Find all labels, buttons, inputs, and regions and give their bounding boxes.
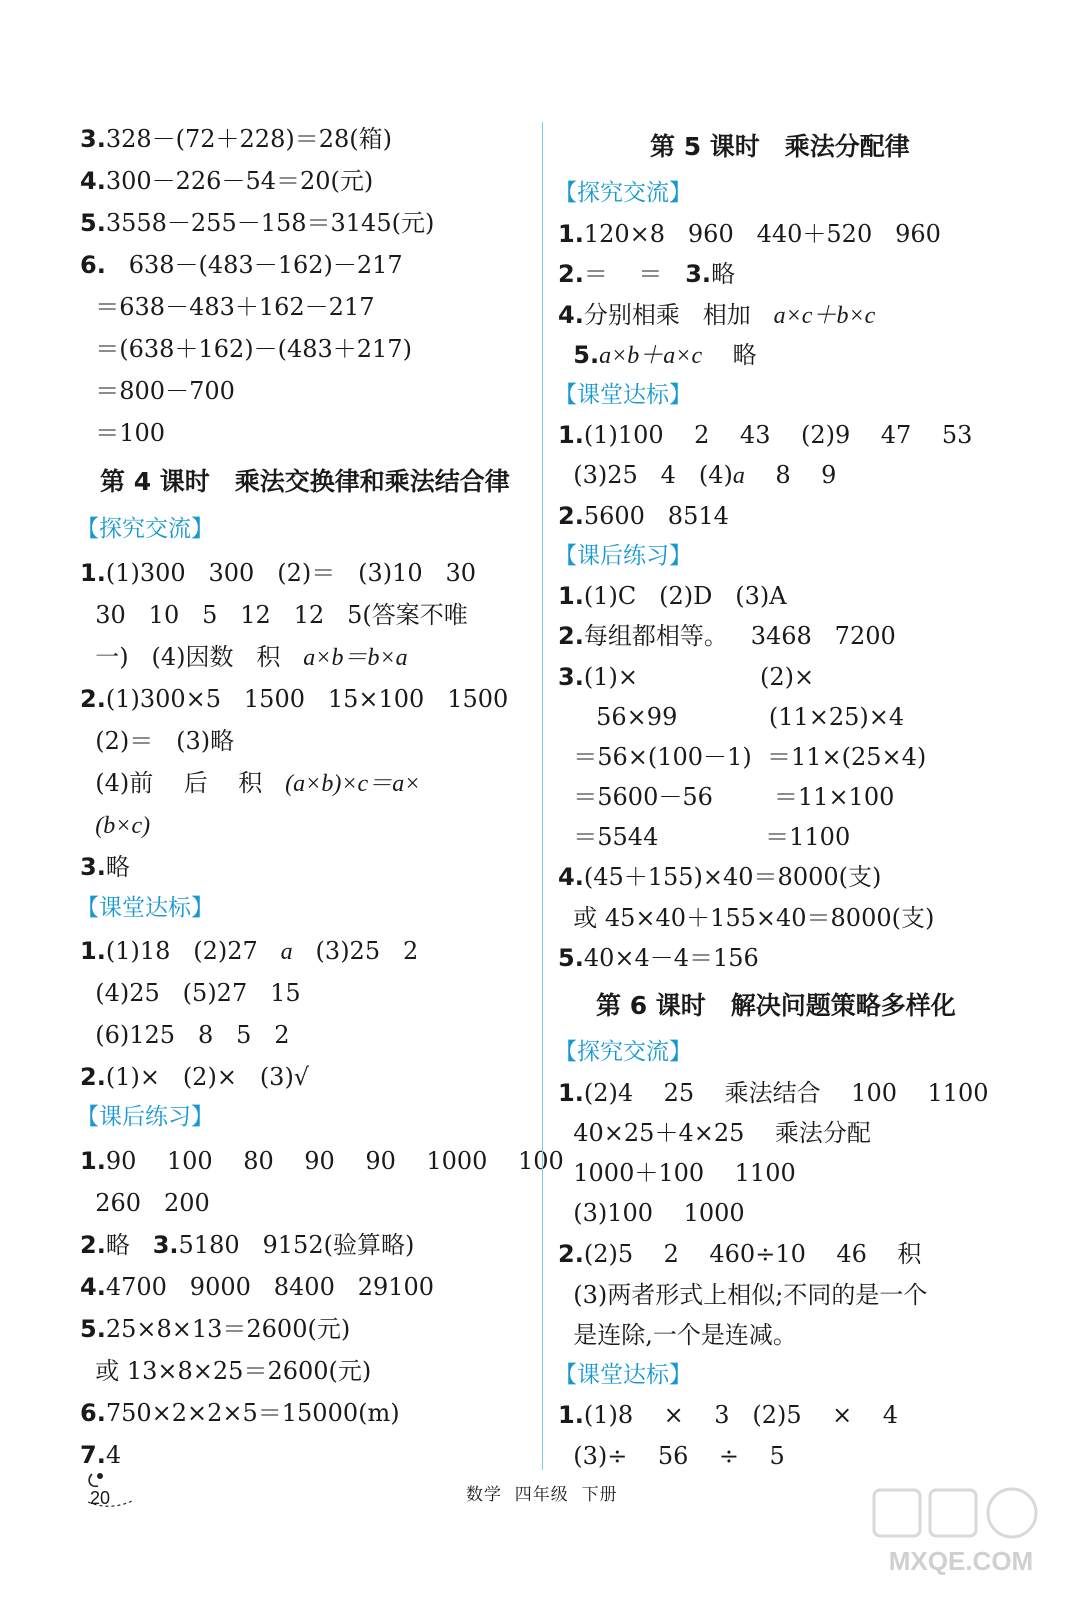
item-text: ＝56×(100－1) ＝11×(25×4)	[558, 743, 927, 771]
item-number: 5.	[80, 209, 106, 237]
answer-line	[558, 822, 850, 852]
item-number: 3.	[685, 260, 712, 288]
item-number: 5.	[80, 1315, 106, 1343]
item-text: (3)÷ 56 ÷ 5	[558, 1442, 785, 1470]
answer-line	[80, 600, 468, 630]
item-number: 2.	[80, 1063, 106, 1091]
item-text: 分别相乘 相加	[583, 301, 774, 329]
item-text: (1)300×5 1500 15×100 1500	[105, 685, 509, 713]
answer-line	[558, 300, 875, 330]
section-tag-explore: 【探究交流】	[554, 180, 692, 206]
item-text: 750×2×2×5＝15000(m)	[105, 1399, 400, 1427]
answer-line	[558, 460, 836, 490]
formula-text: (b×c)	[95, 813, 151, 839]
answer-line	[80, 1188, 210, 1218]
answer-line	[558, 662, 814, 692]
item-text: (4)前 后 积	[80, 769, 286, 797]
item-text: 40×4－4＝156	[583, 944, 759, 972]
answer-line	[558, 1400, 898, 1430]
section-tag-homework: 【课后练习】	[76, 1104, 214, 1130]
answer-line	[80, 250, 403, 280]
item-number: 4.	[558, 863, 584, 891]
answer-line	[80, 1020, 290, 1050]
item-number: 2.	[80, 685, 106, 713]
answer-line	[558, 943, 759, 973]
answer-line	[558, 742, 926, 772]
answer-line	[80, 1314, 350, 1344]
item-number: 4.	[558, 301, 584, 329]
item-text: (1)18 (2)27	[105, 937, 281, 965]
answer-line	[558, 862, 881, 892]
answer-line	[80, 1356, 371, 1386]
section-tag-homework: 【课后练习】	[554, 543, 692, 569]
item-number: 5.	[558, 944, 584, 972]
item-text: 30 10 5 12 12 5(答案不唯	[80, 601, 468, 629]
item-number: 1.	[558, 220, 584, 248]
answer-line	[558, 782, 894, 812]
item-number: 1.	[558, 421, 584, 449]
item-text: 或 45×40＋155×40＝8000(支)	[558, 904, 935, 932]
column-divider	[542, 122, 543, 1470]
item-text: ＝638－483＋162－217	[80, 293, 375, 321]
answer-line	[558, 621, 896, 651]
item-text: 一) (4)因数 积	[80, 643, 304, 671]
lesson-4-title: 第 4 课时 乘法交换律和乘法结合律	[100, 467, 510, 496]
lesson-6-title: 第 6 课时 解决问题策略多样化	[596, 991, 956, 1020]
item-text: 4	[105, 1441, 122, 1469]
formula-text: a×b＝b×a	[303, 645, 408, 671]
answer-line	[80, 978, 301, 1008]
answer-line	[558, 1118, 871, 1148]
section-tag-explore: 【探究交流】	[554, 1039, 692, 1065]
item-number: 2.	[558, 502, 584, 530]
item-text: 略	[105, 1231, 153, 1259]
item-text: 638－(483－162)－217	[105, 251, 403, 279]
item-text: (2)5 2 460÷10 46 积	[583, 1240, 922, 1268]
item-text: 每组都相等。 3468 7200	[583, 622, 896, 650]
item-text	[80, 811, 95, 839]
item-text: 40×25＋4×25 乘法分配	[558, 1119, 871, 1147]
item-number: 2.	[80, 1231, 106, 1259]
item-text: (3)25 2	[292, 937, 419, 965]
page-footer-subject: 数学 四年级 下册	[466, 1485, 618, 1505]
item-text: 略	[711, 260, 736, 288]
answer-line	[80, 1398, 400, 1428]
item-text: ＝5600－56 ＝11×100	[558, 783, 895, 811]
item-text: 260 200	[80, 1189, 210, 1217]
answer-line	[558, 1280, 927, 1310]
answer-line	[80, 1146, 564, 1176]
answer-line	[80, 1440, 121, 1470]
item-number: 3.	[152, 1231, 179, 1259]
page-number: 20	[90, 1488, 111, 1508]
answer-line	[558, 1441, 785, 1471]
item-text: (45＋155)×40＝8000(支)	[583, 863, 882, 891]
formula-text: a×c＋b×c	[773, 303, 876, 329]
formula-text: a×b＋a×c	[599, 343, 703, 369]
item-number: 1.	[558, 1401, 584, 1429]
item-text: (4)25 (5)27 15	[80, 979, 301, 1007]
answer-line	[558, 1198, 745, 1228]
item-text: ＝ ＝	[583, 260, 686, 288]
item-text: 略	[732, 341, 757, 369]
item-number: 3.	[80, 853, 106, 881]
item-text: 328－(72＋228)＝28(箱)	[105, 125, 392, 153]
item-text: ＝(638＋162)－(483＋217)	[80, 335, 412, 363]
item-text: (2)＝ (3)略	[80, 727, 235, 755]
answer-line	[80, 642, 408, 672]
item-text	[702, 341, 733, 369]
item-number: 7.	[80, 1441, 106, 1469]
item-number: 2.	[558, 622, 584, 650]
item-text: 或 13×8×25＝2600(元)	[80, 1357, 372, 1385]
answer-line	[558, 501, 729, 531]
answer-line	[80, 810, 150, 840]
item-text: (3)25 4 (4)	[558, 461, 733, 489]
answer-line	[558, 1158, 796, 1188]
section-tag-classroom: 【课堂达标】	[76, 895, 214, 921]
item-text: ＝5544 ＝1100	[558, 823, 851, 851]
answer-line	[80, 1230, 414, 1260]
item-text: (1)300 300 (2)＝ (3)10 30	[105, 559, 477, 587]
answer-line	[80, 418, 165, 448]
item-text: 3558－255－158＝3145(元)	[105, 209, 435, 237]
item-number: 1.	[558, 1079, 584, 1107]
item-text: 5600 8514	[583, 502, 729, 530]
item-number: 1.	[80, 559, 106, 587]
answer-line	[80, 376, 235, 406]
answer-line	[80, 208, 434, 238]
item-text: (1)× (2)×	[583, 663, 815, 691]
item-text: ＝100	[80, 419, 166, 447]
item-number: 3.	[80, 125, 106, 153]
answer-line	[80, 558, 476, 588]
answer-line	[558, 1239, 921, 1269]
item-text: (3)两者形式上相似;不同的是一个	[558, 1281, 928, 1309]
answer-line	[80, 292, 375, 322]
item-number: 2.	[558, 260, 584, 288]
formula-text: a	[280, 939, 293, 965]
answer-line	[558, 702, 904, 732]
item-text: ＝800－700	[80, 377, 235, 405]
answer-line	[80, 936, 418, 966]
item-number: 6.	[80, 251, 106, 279]
item-number: 5.	[573, 341, 600, 369]
item-text: 300－226－54＝20(元)	[105, 167, 374, 195]
item-number: 1.	[80, 1147, 106, 1175]
item-text: 1000＋100 1100	[558, 1159, 796, 1187]
formula-text: a	[732, 463, 745, 489]
formula-text: (a×b)×c＝a×	[285, 771, 421, 797]
item-text: (3)100 1000	[558, 1199, 745, 1227]
answer-line	[558, 581, 787, 611]
answer-line	[80, 334, 412, 364]
lesson-5-title: 第 5 课时 乘法分配律	[650, 132, 910, 161]
answer-line	[558, 420, 972, 450]
section-tag-classroom: 【课堂达标】	[554, 1362, 692, 1388]
watermark-logo	[866, 1484, 1056, 1584]
answer-line	[80, 684, 508, 714]
answer-line	[558, 219, 941, 249]
item-text: (6)125 8 5 2	[80, 1021, 290, 1049]
item-text: 8 9	[744, 461, 837, 489]
answer-line	[80, 1272, 434, 1302]
item-text: 5180 9152(验算略)	[178, 1231, 415, 1259]
answer-line	[558, 1320, 797, 1350]
item-text	[558, 341, 573, 369]
answer-line	[80, 1062, 309, 1092]
item-number: 4.	[80, 167, 106, 195]
section-tag-explore: 【探究交流】	[76, 516, 214, 542]
item-text: 56×99 (11×25)×4	[558, 703, 905, 731]
item-text: (1)100 2 43 (2)9 47 53	[583, 421, 973, 449]
item-text: (2)4 25 乘法结合 100 1100	[583, 1079, 989, 1107]
answer-line	[558, 259, 735, 289]
answer-line	[80, 166, 373, 196]
item-text: (1)8 × 3 (2)5 × 4	[583, 1401, 899, 1429]
item-text: (1)C (2)D (3)A	[583, 582, 787, 610]
item-text: 是连除,一个是连减。	[558, 1321, 797, 1349]
answer-line	[80, 124, 392, 154]
item-text: 略	[105, 853, 130, 881]
item-number: 2.	[558, 1240, 584, 1268]
answer-line	[558, 1078, 989, 1108]
answer-line	[558, 340, 757, 370]
answer-line	[80, 726, 234, 756]
item-number: 6.	[80, 1399, 106, 1427]
item-text: 25×8×13＝2600(元)	[105, 1315, 351, 1343]
answer-line	[80, 768, 420, 798]
item-text: 4700 9000 8400 29100	[105, 1273, 435, 1301]
item-text: 90 100 80 90 90 1000 100	[105, 1147, 564, 1175]
item-text: 120×8 960 440＋520 960	[583, 220, 941, 248]
item-number: 1.	[80, 937, 106, 965]
watermark-text: MXQE.COM	[888, 1546, 1034, 1576]
answer-line	[80, 852, 130, 882]
item-number: 1.	[558, 582, 584, 610]
item-number: 3.	[558, 663, 584, 691]
item-text: (1)× (2)× (3)√	[105, 1063, 310, 1091]
item-number: 4.	[80, 1273, 106, 1301]
answer-line	[558, 903, 934, 933]
section-tag-classroom: 【课堂达标】	[554, 382, 692, 408]
